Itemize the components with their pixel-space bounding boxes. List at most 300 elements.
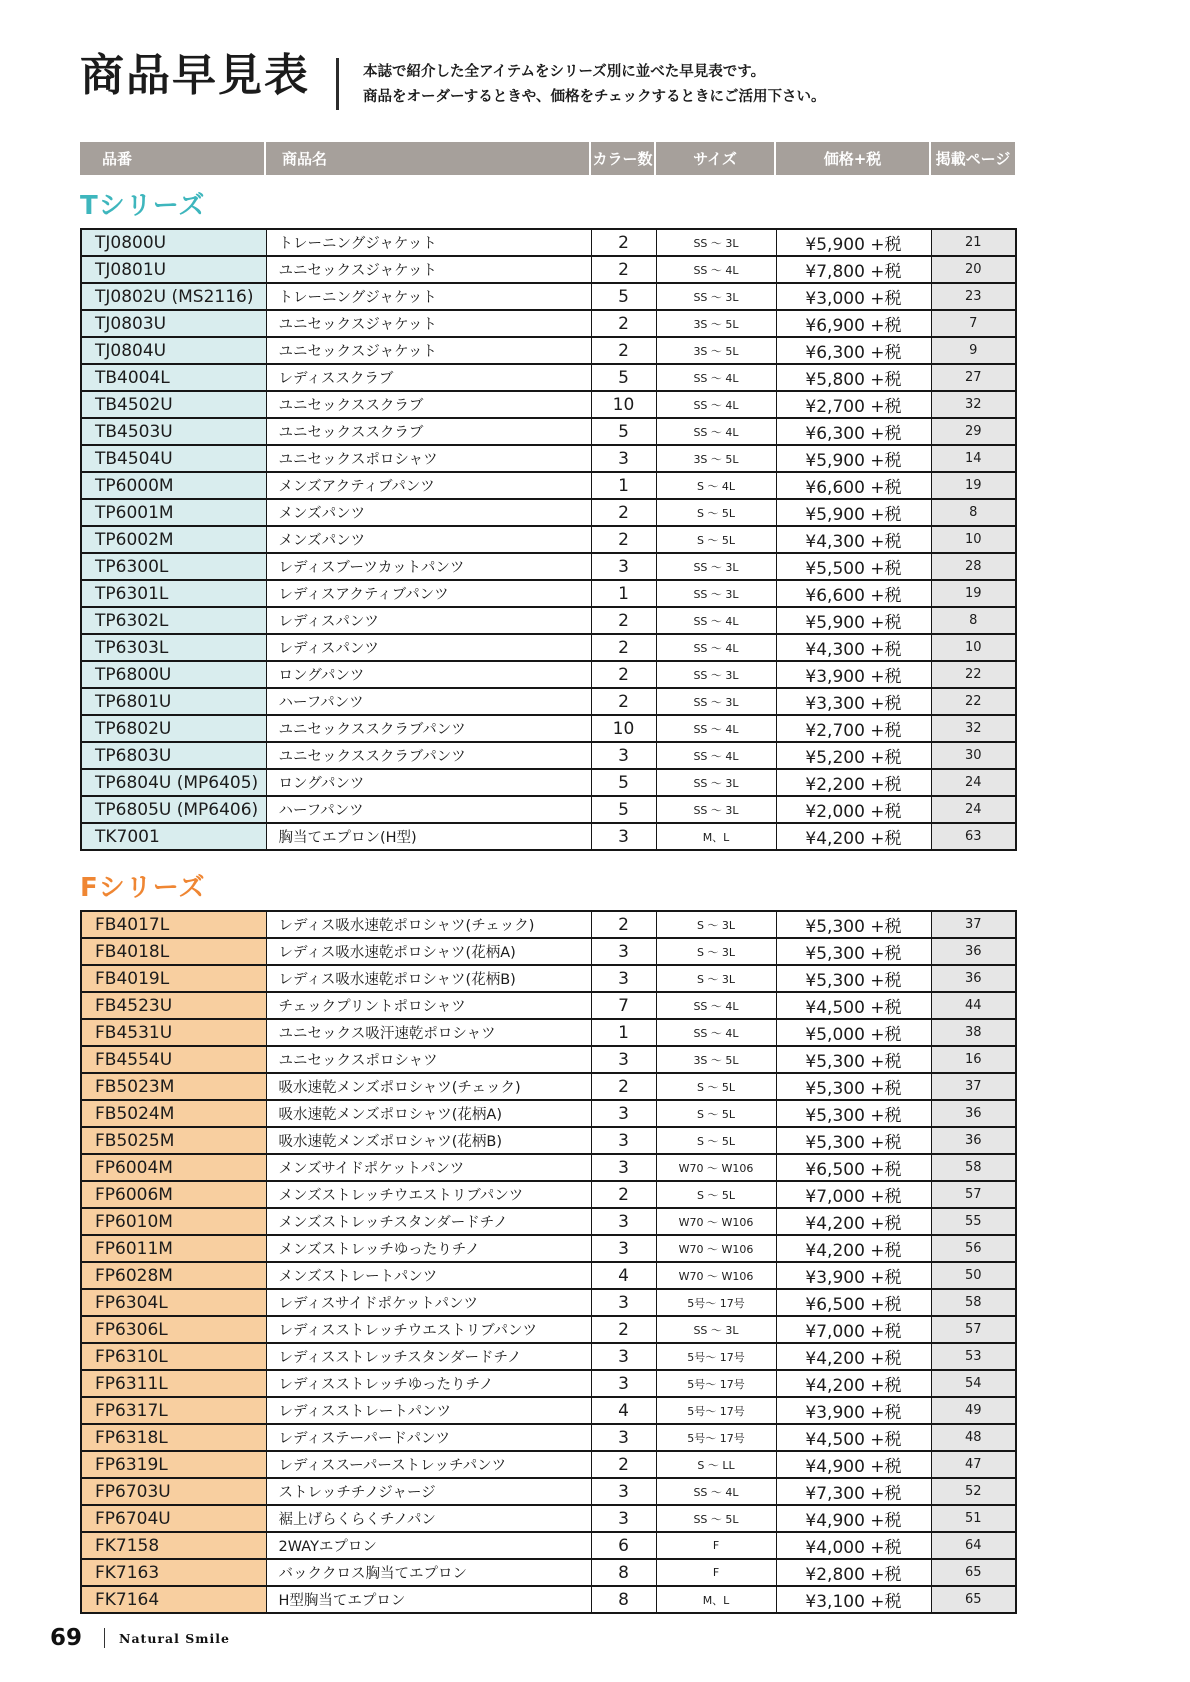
- product-code: TP6301L: [81, 580, 266, 607]
- table-row: [81, 1289, 1016, 1316]
- product-name: ユニセックススクラブ: [266, 391, 591, 418]
- page-number: 58: [931, 1154, 1016, 1181]
- price: ¥3,900 +税: [776, 1397, 931, 1424]
- page-number: 8: [931, 499, 1016, 526]
- color-count: 4: [591, 1397, 656, 1424]
- price: ¥4,200 +税: [776, 1370, 931, 1397]
- table-row: [81, 1208, 1016, 1235]
- table-row: [81, 526, 1016, 553]
- product-code: TP6001M: [81, 499, 266, 526]
- product-code: TK7001: [81, 823, 266, 850]
- page-number: 58: [931, 1289, 1016, 1316]
- product-code: FB4531U: [81, 1019, 266, 1046]
- table-row: [81, 911, 1016, 938]
- page-number: 14: [931, 445, 1016, 472]
- product-name: 裾上げらくらくチノパン: [266, 1505, 591, 1532]
- color-count: 10: [591, 715, 656, 742]
- color-count: 2: [591, 607, 656, 634]
- price: ¥4,200 +税: [776, 823, 931, 850]
- color-count: 2: [591, 310, 656, 337]
- table-row: [81, 1451, 1016, 1478]
- size-range: W70 〜 W106: [656, 1262, 776, 1289]
- color-count: 3: [591, 965, 656, 992]
- product-name: レディスブーツカットパンツ: [266, 553, 591, 580]
- product-name: メンズパンツ: [266, 526, 591, 553]
- product-code: TB4502U: [81, 391, 266, 418]
- color-count: 3: [591, 1100, 656, 1127]
- product-code: TJ0803U: [81, 310, 266, 337]
- page-number: 37: [931, 911, 1016, 938]
- product-code: FB4554U: [81, 1046, 266, 1073]
- product-name: 吸水速乾メンズポロシャツ(花柄B): [266, 1127, 591, 1154]
- t-series-title: Tシリーズ: [80, 191, 206, 221]
- size-range: F: [656, 1532, 776, 1559]
- size-range: 3S 〜 5L: [656, 445, 776, 472]
- price: ¥4,000 +税: [776, 1532, 931, 1559]
- product-name: レディスアクティブパンツ: [266, 580, 591, 607]
- table-row: [81, 499, 1016, 526]
- page-number: 36: [931, 1127, 1016, 1154]
- color-count: 3: [591, 445, 656, 472]
- size-range: SS 〜 3L: [656, 283, 776, 310]
- price: ¥5,300 +税: [776, 1073, 931, 1100]
- product-code: FP6010M: [81, 1208, 266, 1235]
- product-code: FB5024M: [81, 1100, 266, 1127]
- page-number: 52: [931, 1478, 1016, 1505]
- price: ¥3,100 +税: [776, 1586, 931, 1613]
- product-code: FP6704U: [81, 1505, 266, 1532]
- price: ¥4,500 +税: [776, 992, 931, 1019]
- color-count: 3: [591, 1424, 656, 1451]
- product-name: ユニセックスジャケット: [266, 310, 591, 337]
- f-series-rows: [81, 911, 1016, 1613]
- price: ¥5,900 +税: [776, 499, 931, 526]
- price: ¥5,800 +税: [776, 364, 931, 391]
- table-row: [81, 445, 1016, 472]
- page-number: 65: [931, 1586, 1016, 1613]
- color-count: 3: [591, 742, 656, 769]
- product-name: ユニセックススクラブ: [266, 418, 591, 445]
- product-code: TP6805U (MP6406): [81, 796, 266, 823]
- description-line-1: 本誌で紹介した全アイテムをシリーズ別に並べた早見表です。: [363, 64, 766, 80]
- price: ¥5,300 +税: [776, 965, 931, 992]
- color-count: 2: [591, 229, 656, 256]
- color-count: 2: [591, 634, 656, 661]
- product-name: レディステーパードパンツ: [266, 1424, 591, 1451]
- price: ¥4,200 +税: [776, 1343, 931, 1370]
- product-code: TB4004L: [81, 364, 266, 391]
- size-range: 5号〜 17号: [656, 1289, 776, 1316]
- page-number: 32: [931, 715, 1016, 742]
- product-code: TP6801U: [81, 688, 266, 715]
- footer-page-number: 69: [50, 1625, 83, 1651]
- price: ¥6,600 +税: [776, 580, 931, 607]
- price: ¥5,500 +税: [776, 553, 931, 580]
- price: ¥6,300 +税: [776, 337, 931, 364]
- product-code: FB5025M: [81, 1127, 266, 1154]
- description-line-2: 商品をオーダーするときや、価格をチェックするときにご活用下さい。: [363, 89, 826, 105]
- price: ¥5,200 +税: [776, 742, 931, 769]
- page-number: 54: [931, 1370, 1016, 1397]
- table-row: [81, 1505, 1016, 1532]
- product-name: ロングパンツ: [266, 769, 591, 796]
- price: ¥6,500 +税: [776, 1154, 931, 1181]
- size-range: S 〜 5L: [656, 1181, 776, 1208]
- product-code: FP6318L: [81, 1424, 266, 1451]
- product-code: FP6006M: [81, 1181, 266, 1208]
- page-number: 37: [931, 1073, 1016, 1100]
- color-count: 3: [591, 1208, 656, 1235]
- page-number: 55: [931, 1208, 1016, 1235]
- footer-divider: [104, 1628, 105, 1648]
- page-number: 51: [931, 1505, 1016, 1532]
- page-number: 28: [931, 553, 1016, 580]
- color-count: 2: [591, 911, 656, 938]
- column-header-size: サイズ: [655, 142, 775, 175]
- table-row: [81, 1586, 1016, 1613]
- price: ¥2,700 +税: [776, 391, 931, 418]
- table-row: [81, 283, 1016, 310]
- page-number: 63: [931, 823, 1016, 850]
- table-row: [81, 1235, 1016, 1262]
- size-range: W70 〜 W106: [656, 1154, 776, 1181]
- product-name: H型胸当てエプロン: [266, 1586, 591, 1613]
- size-range: M、L: [656, 1586, 776, 1613]
- table-row: [81, 1046, 1016, 1073]
- page-number: 50: [931, 1262, 1016, 1289]
- t-series-table: [80, 228, 1017, 851]
- color-count: 3: [591, 1127, 656, 1154]
- header-row: [80, 142, 1015, 175]
- page-number: 36: [931, 1100, 1016, 1127]
- color-count: 2: [591, 499, 656, 526]
- table-row: [81, 1397, 1016, 1424]
- size-range: SS 〜 4L: [656, 742, 776, 769]
- page-number: 7: [931, 310, 1016, 337]
- page-number: 24: [931, 769, 1016, 796]
- column-header-color-count: カラー数: [590, 142, 655, 175]
- price: ¥4,900 +税: [776, 1451, 931, 1478]
- color-count: 3: [591, 823, 656, 850]
- color-count: 3: [591, 938, 656, 965]
- table-row: [81, 823, 1016, 850]
- product-name: レディス吸水速乾ポロシャツ(チェック): [266, 911, 591, 938]
- table-row: [81, 1532, 1016, 1559]
- page-number: 24: [931, 796, 1016, 823]
- table-row: [81, 1343, 1016, 1370]
- table-row: [81, 229, 1016, 256]
- product-name: チェックプリントポロシャツ: [266, 992, 591, 1019]
- color-count: 5: [591, 283, 656, 310]
- page-number: 8: [931, 607, 1016, 634]
- size-range: 5号〜 17号: [656, 1343, 776, 1370]
- page-number: 48: [931, 1424, 1016, 1451]
- product-code: FK7164: [81, 1586, 266, 1613]
- page-number: 30: [931, 742, 1016, 769]
- product-code: FK7163: [81, 1559, 266, 1586]
- product-name: トレーニングジャケット: [266, 229, 591, 256]
- f-series-table: [80, 910, 1017, 1614]
- size-range: 5号〜 17号: [656, 1370, 776, 1397]
- product-name: レディス吸水速乾ポロシャツ(花柄B): [266, 965, 591, 992]
- product-code: TP6300L: [81, 553, 266, 580]
- product-code: FB4018L: [81, 938, 266, 965]
- product-name: レディスパンツ: [266, 607, 591, 634]
- page-number: 20: [931, 256, 1016, 283]
- f-series-title: Fシリーズ: [80, 873, 206, 903]
- product-code: TP6800U: [81, 661, 266, 688]
- product-name: ストレッチチノジャージ: [266, 1478, 591, 1505]
- product-code: FP6703U: [81, 1478, 266, 1505]
- page-number: 9: [931, 337, 1016, 364]
- size-range: SS 〜 4L: [656, 634, 776, 661]
- table-row: [81, 364, 1016, 391]
- table-row: [81, 938, 1016, 965]
- page-number: 57: [931, 1181, 1016, 1208]
- product-code: FP6304L: [81, 1289, 266, 1316]
- size-range: SS 〜 3L: [656, 796, 776, 823]
- table-row: [81, 1370, 1016, 1397]
- page-number: 10: [931, 526, 1016, 553]
- product-name: バッククロス胸当てエプロン: [266, 1559, 591, 1586]
- size-range: S 〜 5L: [656, 1127, 776, 1154]
- product-code: FK7158: [81, 1532, 266, 1559]
- size-range: S 〜 4L: [656, 472, 776, 499]
- product-name: レディスパンツ: [266, 634, 591, 661]
- size-range: S 〜 3L: [656, 965, 776, 992]
- table-row: [81, 992, 1016, 1019]
- product-name: ロングパンツ: [266, 661, 591, 688]
- table-row: [81, 742, 1016, 769]
- size-range: SS 〜 3L: [656, 769, 776, 796]
- size-range: SS 〜 4L: [656, 391, 776, 418]
- product-code: FP6317L: [81, 1397, 266, 1424]
- title-divider: [336, 58, 339, 110]
- table-row: [81, 472, 1016, 499]
- price: ¥4,300 +税: [776, 634, 931, 661]
- color-count: 3: [591, 1289, 656, 1316]
- product-code: FB4019L: [81, 965, 266, 992]
- page-number: 27: [931, 364, 1016, 391]
- color-count: 5: [591, 769, 656, 796]
- table-row: [81, 337, 1016, 364]
- color-count: 2: [591, 661, 656, 688]
- product-name: 吸水速乾メンズポロシャツ(チェック): [266, 1073, 591, 1100]
- price: ¥5,300 +税: [776, 911, 931, 938]
- color-count: 2: [591, 1316, 656, 1343]
- price: ¥6,900 +税: [776, 310, 931, 337]
- price: ¥2,700 +税: [776, 715, 931, 742]
- color-count: 10: [591, 391, 656, 418]
- size-range: M、L: [656, 823, 776, 850]
- size-range: 3S 〜 5L: [656, 1046, 776, 1073]
- price: ¥5,300 +税: [776, 1046, 931, 1073]
- product-name: レディスストレッチウエストリブパンツ: [266, 1316, 591, 1343]
- size-range: W70 〜 W106: [656, 1235, 776, 1262]
- price: ¥2,000 +税: [776, 796, 931, 823]
- table-row: [81, 661, 1016, 688]
- product-name: メンズパンツ: [266, 499, 591, 526]
- price: ¥5,900 +税: [776, 445, 931, 472]
- product-code: FB4017L: [81, 911, 266, 938]
- size-range: SS 〜 4L: [656, 1478, 776, 1505]
- color-count: 5: [591, 364, 656, 391]
- size-range: SS 〜 3L: [656, 1316, 776, 1343]
- size-range: SS 〜 4L: [656, 256, 776, 283]
- color-count: 2: [591, 1181, 656, 1208]
- table-row: [81, 310, 1016, 337]
- column-header-price: 価格+税: [775, 142, 930, 175]
- page-number: 21: [931, 229, 1016, 256]
- color-count: 3: [591, 553, 656, 580]
- color-count: 2: [591, 1451, 656, 1478]
- product-code: FB4523U: [81, 992, 266, 1019]
- color-count: 3: [591, 1478, 656, 1505]
- t-series-section: [80, 185, 1015, 851]
- product-name: メンズストレッチスタンダードチノ: [266, 1208, 591, 1235]
- table-row: [81, 1316, 1016, 1343]
- table-row: [81, 1181, 1016, 1208]
- product-name: 2WAYエプロン: [266, 1532, 591, 1559]
- size-range: S 〜 LL: [656, 1451, 776, 1478]
- product-name: ユニセックスポロシャツ: [266, 445, 591, 472]
- page-number: 16: [931, 1046, 1016, 1073]
- price: ¥3,900 +税: [776, 661, 931, 688]
- column-header-product-code: 品番: [80, 142, 265, 175]
- product-name: レディス吸水速乾ポロシャツ(花柄A): [266, 938, 591, 965]
- page-description: [363, 52, 826, 110]
- size-range: SS 〜 4L: [656, 607, 776, 634]
- page-number: 22: [931, 688, 1016, 715]
- table-row: [81, 634, 1016, 661]
- table-row: [81, 391, 1016, 418]
- price: ¥4,200 +税: [776, 1235, 931, 1262]
- page-number: 65: [931, 1559, 1016, 1586]
- size-range: S 〜 5L: [656, 1073, 776, 1100]
- color-count: 3: [591, 1370, 656, 1397]
- size-range: 5号〜 17号: [656, 1397, 776, 1424]
- product-name: メンズサイドポケットパンツ: [266, 1154, 591, 1181]
- page-number: 53: [931, 1343, 1016, 1370]
- color-count: 3: [591, 1235, 656, 1262]
- product-name: メンズストレッチウエストリブパンツ: [266, 1181, 591, 1208]
- page-number: 36: [931, 965, 1016, 992]
- product-name: メンズストレッチゆったりチノ: [266, 1235, 591, 1262]
- product-name: ユニセックスポロシャツ: [266, 1046, 591, 1073]
- table-column-header: [80, 142, 1015, 175]
- column-header-page: 掲載ページ: [930, 142, 1015, 175]
- color-count: 8: [591, 1586, 656, 1613]
- size-range: SS 〜 4L: [656, 1019, 776, 1046]
- product-name: レディスストレッチスタンダードチノ: [266, 1343, 591, 1370]
- table-row: [81, 796, 1016, 823]
- page-number: 44: [931, 992, 1016, 1019]
- page-number: 32: [931, 391, 1016, 418]
- page-number: 64: [931, 1532, 1016, 1559]
- table-row: [81, 1478, 1016, 1505]
- product-name: レディススーパーストレッチパンツ: [266, 1451, 591, 1478]
- color-count: 5: [591, 418, 656, 445]
- product-code: TJ0804U: [81, 337, 266, 364]
- price: ¥4,900 +税: [776, 1505, 931, 1532]
- product-name: レディスストレッチゆったりチノ: [266, 1370, 591, 1397]
- page-number: 23: [931, 283, 1016, 310]
- price: ¥7,000 +税: [776, 1316, 931, 1343]
- price: ¥7,800 +税: [776, 256, 931, 283]
- color-count: 1: [591, 580, 656, 607]
- product-code: TP6000M: [81, 472, 266, 499]
- product-code: TP6803U: [81, 742, 266, 769]
- product-name: ユニセックスジャケット: [266, 256, 591, 283]
- product-code: TJ0800U: [81, 229, 266, 256]
- page-number: 19: [931, 580, 1016, 607]
- size-range: S 〜 5L: [656, 1100, 776, 1127]
- size-range: 5号〜 17号: [656, 1424, 776, 1451]
- page-number: 57: [931, 1316, 1016, 1343]
- price: ¥5,900 +税: [776, 607, 931, 634]
- product-name: メンズアクティブパンツ: [266, 472, 591, 499]
- color-count: 5: [591, 796, 656, 823]
- price: ¥5,900 +税: [776, 229, 931, 256]
- price: ¥4,500 +税: [776, 1424, 931, 1451]
- price: ¥5,300 +税: [776, 938, 931, 965]
- size-range: SS 〜 4L: [656, 992, 776, 1019]
- size-range: F: [656, 1559, 776, 1586]
- product-code: TP6302L: [81, 607, 266, 634]
- table-row: [81, 607, 1016, 634]
- price: ¥3,900 +税: [776, 1262, 931, 1289]
- footer-brand: Natural Smile: [119, 1630, 230, 1646]
- product-name: ハーフパンツ: [266, 688, 591, 715]
- product-code: TP6802U: [81, 715, 266, 742]
- size-range: W70 〜 W106: [656, 1208, 776, 1235]
- size-range: SS 〜 3L: [656, 661, 776, 688]
- size-range: S 〜 3L: [656, 938, 776, 965]
- price: ¥6,500 +税: [776, 1289, 931, 1316]
- size-range: SS 〜 4L: [656, 364, 776, 391]
- product-code: TB4503U: [81, 418, 266, 445]
- color-count: 1: [591, 1019, 656, 1046]
- color-count: 3: [591, 1505, 656, 1532]
- price: ¥4,200 +税: [776, 1208, 931, 1235]
- table-row: [81, 1100, 1016, 1127]
- product-code: TP6303L: [81, 634, 266, 661]
- size-range: SS 〜 3L: [656, 580, 776, 607]
- table-row: [81, 1424, 1016, 1451]
- product-name: トレーニングジャケット: [266, 283, 591, 310]
- product-code: FB5023M: [81, 1073, 266, 1100]
- product-name: ハーフパンツ: [266, 796, 591, 823]
- size-range: S 〜 5L: [656, 499, 776, 526]
- price: ¥3,000 +税: [776, 283, 931, 310]
- product-code: FP6011M: [81, 1235, 266, 1262]
- color-count: 2: [591, 337, 656, 364]
- product-code: TB4504U: [81, 445, 266, 472]
- price: ¥3,300 +税: [776, 688, 931, 715]
- price: ¥2,800 +税: [776, 1559, 931, 1586]
- color-count: 3: [591, 1154, 656, 1181]
- price: ¥7,000 +税: [776, 1181, 931, 1208]
- page-number: 38: [931, 1019, 1016, 1046]
- product-code: TJ0801U: [81, 256, 266, 283]
- product-name: ユニセックススクラブパンツ: [266, 742, 591, 769]
- product-code: FP6311L: [81, 1370, 266, 1397]
- table-row: [81, 715, 1016, 742]
- product-code: FP6004M: [81, 1154, 266, 1181]
- t-series-rows: [81, 229, 1016, 850]
- product-code: FP6310L: [81, 1343, 266, 1370]
- price: ¥2,200 +税: [776, 769, 931, 796]
